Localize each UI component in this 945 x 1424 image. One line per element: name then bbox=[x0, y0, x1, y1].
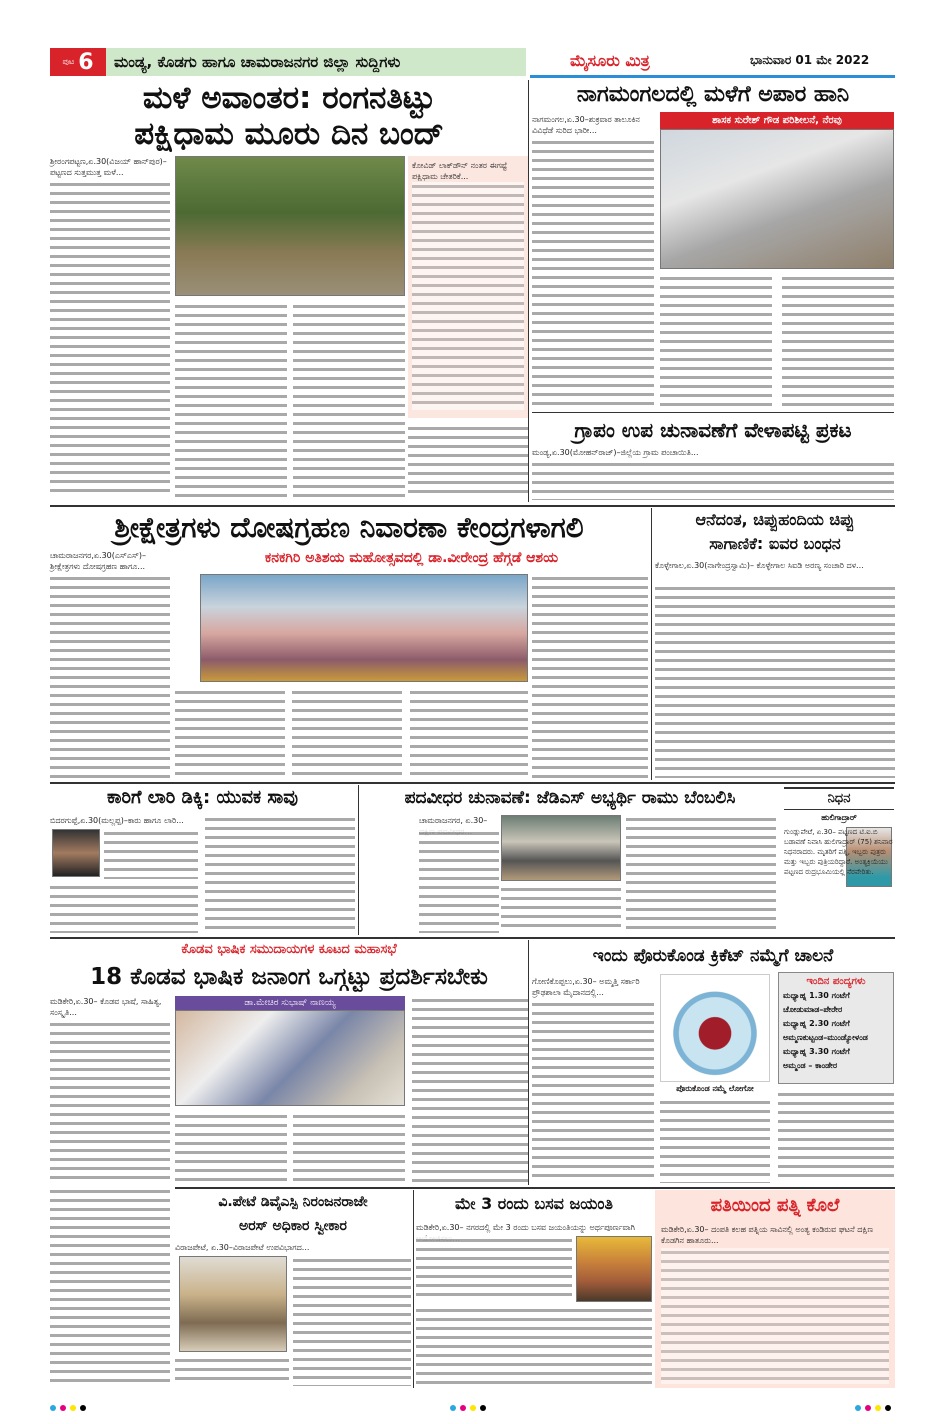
event-stage-photo bbox=[200, 574, 528, 682]
headline: ಶ್ರೀಕ್ಷೇತ್ರಗಳು ದೋಷಗ್ರಹಣ ನಿವಾರಣಾ ಕೇಂದ್ರಗಳಾಗಲಿ bbox=[114, 511, 584, 544]
photo-caption-bar bbox=[175, 996, 405, 1010]
headline: ಅರಸ್ ಅಧಿಕಾರ ಸ್ವೀಕಾರ bbox=[239, 1218, 347, 1234]
obituary-text: ಗುಂಡ್ಲುಪೇಟೆ, ಏ.30– ಪಟ್ಟಣದ ಟಿ.ಐ.ಬಿ ಬಡಾವಣೆ ನಿವಾಸಿ ಹುಲಿಗಾದ್ರಾರ್ (75) ಶನಿವಾರ ನಿಧನರಾದರು. ಮೃತರಿಗೆ ಪತ್ನಿ, ಇಬ್ಬರು ಪುತ್ರರು ಮತ್ತು ಇಬ್ಬರು ಪುತ್ರಿಯರಿದ್ದಾರೆ. ಅಂತ್ಯಕ್ರಿಯೆಯು ಪಟ್ಟಣದ ರುದ್ರಭೂಮಿಯಲ್ಲಿ ನೆರವೇರಿತು. bbox=[784, 828, 893, 876]
schedule-item: ಚೋಡುಮಾಡ–ಪೇರೇರ bbox=[783, 1005, 843, 1014]
newspaper-logo: ಮೈಸೂರು ಮಿತ್ರ bbox=[570, 51, 650, 70]
headline: ಪದವೀಧರ ಚುನಾವಣೆ: ಜೆಡಿಎಸ್ ಅಭ್ಯರ್ಥಿ ರಾಮು ಬೆಂಬಲಿಸಿ bbox=[404, 788, 736, 808]
divider bbox=[358, 785, 359, 935]
divider bbox=[528, 80, 529, 502]
divider bbox=[651, 508, 652, 780]
masthead bbox=[50, 48, 895, 78]
sidebar-lead: ಕೋವಿಡ್ ಲಾಕ್‌ಡೌನ್ ನಂತರ ಈಗಷ್ಟೆ ಪಕ್ಷಿಧಾಮ ಚೇತರಿಕೆ... bbox=[412, 161, 508, 181]
schedule-item: ಅಮ್ಮಣಕುಟ್ಟಂಡ–ಮುಂಡ್ಯೋಳಂಡ bbox=[783, 1033, 868, 1042]
body-text bbox=[293, 1256, 411, 1386]
body-text bbox=[419, 829, 499, 933]
headline: ಪಕ್ಷಿಧಾಮ ಮೂರು ದಿನ ಬಂದ್ bbox=[134, 116, 444, 152]
print-registration-marks bbox=[50, 1405, 86, 1411]
divider bbox=[50, 505, 895, 507]
story-ranganathittu bbox=[50, 80, 528, 502]
body-text bbox=[50, 1020, 170, 1183]
headline: ನಾಗಮಂಗಲದಲ್ಲಿ ಮಳೆಗೆ ಅಪಾರ ಹಾನಿ bbox=[576, 82, 850, 107]
section-title: ಮಂಡ್ಯ, ಕೊಡಗು ಹಾಗೂ ಚಾಮರಾಜನಗರ ಜಿಲ್ಲಾ ಸುದ್ದಿಗಳು bbox=[114, 53, 401, 71]
story-murder bbox=[655, 1190, 895, 1388]
body-text bbox=[50, 574, 170, 778]
story-lead: ಬಿದರಗುಪ್ಪೆ,ಏ.30(ಮಲ್ಲಪ್ಪ)–ಕಾರು ಹಾಗೂ ಲಾರಿ... bbox=[50, 815, 198, 826]
body-text bbox=[782, 274, 894, 406]
headline: ಮಳೆ ಅವಾಂತರ: ರಂಗನತಿಟ್ಟು bbox=[142, 80, 436, 116]
headline: ಸಾಗಾಣಿಕೆ: ಐವರ ಬಂಧನ bbox=[709, 534, 841, 553]
cricket-logo bbox=[660, 974, 770, 1082]
body-text bbox=[205, 815, 355, 933]
story-cricket bbox=[532, 940, 894, 1185]
story-srikshetra bbox=[50, 508, 648, 780]
body-text bbox=[50, 883, 198, 933]
body-text bbox=[501, 885, 621, 933]
victim-photo bbox=[52, 829, 100, 877]
print-registration-marks bbox=[450, 1405, 486, 1411]
fallen-tree-photo bbox=[175, 156, 405, 296]
lamp-lighting-photo bbox=[501, 815, 621, 881]
story-jds-candidate bbox=[361, 785, 779, 935]
divider bbox=[175, 1187, 895, 1189]
divider bbox=[528, 940, 529, 1185]
print-registration-marks bbox=[855, 1405, 891, 1411]
body-text bbox=[175, 1356, 289, 1386]
page-number: 6 bbox=[78, 49, 94, 75]
divider bbox=[413, 1190, 414, 1388]
divider bbox=[784, 787, 894, 789]
story-dysp bbox=[175, 1190, 411, 1388]
headline: 18 ಕೊಡವ ಭಾಷಿಕ ಜನಾಂಗ ಒಗ್ಗಟ್ಟು ಪ್ರದರ್ಶಿಸಬೇಕು bbox=[90, 964, 488, 990]
story-kodava bbox=[50, 940, 528, 1185]
headline: ಆನೆದಂತ, ಚಿಪ್ಪುಹಂದಿಯ ಚಿಪ್ಪು bbox=[695, 510, 855, 529]
body-text bbox=[410, 688, 528, 778]
story-lead: ಚಾಮರಾಜನಗರ, ಏ.30– bbox=[419, 815, 499, 826]
body-text bbox=[412, 182, 524, 410]
schedule-item: ಮಧ್ಯಾಹ್ನ 1.30 ಗಂಟೆಗೆ bbox=[783, 991, 850, 1000]
story-lead: ಮಡಿಕೇರಿ,ಏ.30– ದಂಪತಿ ಕಲಹ ಪತ್ನಿಯ ಸಾವಿನಲ್ಲಿ ಅಂತ್ಯ ಕಂಡಿರುವ ಘಟನೆ ದಕ್ಷಿಣ ಕೊಡಗಿನ ಹಾತೂರು... bbox=[661, 1225, 874, 1245]
story-nagamangala bbox=[532, 80, 894, 410]
body-text bbox=[532, 574, 648, 778]
headline: ಇಂದು ಪೊರುಕೊಂಡ ಕ್ರಿಕೆಟ್ ನಮ್ಮೆಗೆ ಚಾಲನೆ bbox=[592, 946, 834, 966]
collapsed-house-photo bbox=[660, 129, 894, 269]
body-text bbox=[408, 424, 528, 498]
story-lead: ಮಂಡ್ಯ,ಏ.30(ಮೋಹನ್‌ರಾಜ್)–ಜಿಲ್ಲೆಯ ಗ್ರಾಮ ಪಂಚಾಯಿತಿ... bbox=[532, 447, 894, 458]
sidebar-box bbox=[408, 156, 528, 418]
schedule-item: ಅಮ್ಮಂಡ – ಕಾಂಡೇರ bbox=[783, 1061, 838, 1070]
story-basava-jayanti bbox=[416, 1190, 652, 1388]
story-lead: ಕೊಳ್ಳೇಗಾಲ,ಏ.30(ನಾಗೇಂದ್ರಸ್ವಾಮಿ)– ಕೊಳ್ಳೇಗಾಲ ಸಿಐಡಿ ಅರಣ್ಯ ಸಂಚಾರಿ ದಳ... bbox=[655, 560, 895, 582]
masthead-rule bbox=[530, 75, 895, 78]
basavanna-portrait bbox=[576, 1236, 652, 1302]
body-text bbox=[532, 138, 654, 406]
story-lead: ಚಾಮರಾಜನಗರ,ಏ.30(ಎಸ್‌ಎಸ್)– ಶ್ರೀಕ್ಷೇತ್ರಗಳು ದೋಷಗ್ರಹಣ ಹಾಗೂ... bbox=[50, 550, 170, 572]
story-elephant-ivory bbox=[655, 508, 895, 780]
divider bbox=[50, 937, 895, 939]
body-text bbox=[778, 1090, 894, 1183]
photo-caption: ಡಾ.ಮೇಚಿರ ಸುಭಾಷ್ ನಾಣಯ್ಯ bbox=[244, 998, 336, 1008]
headline: ಮೇ 3 ರಂದು ಬಸವ ಜಯಂತಿ bbox=[455, 1194, 613, 1213]
body-text bbox=[175, 1112, 287, 1183]
section-bar bbox=[106, 48, 526, 76]
issue-date: ಭಾನುವಾರ 01 ಮೇ 2022 bbox=[750, 53, 870, 67]
body-text bbox=[660, 1098, 770, 1183]
subhead-bar bbox=[660, 112, 894, 129]
body-text bbox=[50, 180, 170, 498]
body-text bbox=[292, 688, 402, 778]
body-text bbox=[660, 274, 772, 406]
story-lead: ಮಡಿಕೇರಿ,ಏ.30– ಕೊಡವ ಭಾಷೆ, ಸಾಹಿತ್ಯ, ಸಂಸ್ಕೃತಿ... bbox=[50, 996, 170, 1018]
story-grampanchayat bbox=[532, 415, 894, 503]
meeting-photo bbox=[175, 1010, 405, 1106]
story-lead: ನಾಗಮಂಗಲ,ಏ.30–ಶುಕ್ರವಾರ ತಾಲೂಕಿನ ವಿವಿಧೆಡೆ ಸುರಿದ ಭಾರೀ... bbox=[532, 114, 654, 136]
headline: ವಿ.ಪೇಟೆ ಡಿವೈಎಸ್ಪಿ ನಿರಂಜನರಾಜೇ bbox=[218, 1194, 368, 1210]
body-text bbox=[175, 302, 287, 498]
page-number-badge bbox=[50, 48, 106, 76]
schedule-item: ಮಧ್ಯಾಹ್ನ 3.30 ಗಂಟೆಗೆ bbox=[783, 1047, 850, 1056]
body-text bbox=[412, 996, 528, 1183]
obituary bbox=[784, 785, 894, 935]
schedule-item: ಮಧ್ಯಾಹ್ನ 2.30 ಗಂಟೆಗೆ bbox=[783, 1019, 850, 1028]
body-text bbox=[50, 1187, 170, 1387]
story-lead: ಗೋಣಿಕೊಪ್ಪಲು,ಏ.30– ಅಮ್ಮತ್ತಿ ಸರ್ಕಾರಿ ಪ್ರೌಢಶಾಲಾ ಮೈದಾನದಲ್ಲಿ... bbox=[532, 976, 654, 998]
body-text bbox=[655, 584, 895, 778]
obituary-title: ನಿಧನ bbox=[827, 791, 851, 806]
kicker: ಕೊಡವ ಭಾಷಿಕ ಸಮುದಾಯಗಳ ಕೂಟದ ಮಹಾಸಭೆ bbox=[181, 942, 397, 957]
body-text bbox=[175, 688, 285, 778]
page-label: ಪುಟ bbox=[62, 57, 75, 66]
schedule-box bbox=[778, 972, 894, 1084]
schedule-title: ಇಂದಿನ ಪಂದ್ಯಗಳು bbox=[806, 976, 866, 987]
body-text bbox=[293, 1112, 405, 1183]
headline: ಕಾರಿಗೆ ಲಾರಿ ಡಿಕ್ಕಿ: ಯುವಕ ಸಾವು bbox=[107, 787, 298, 808]
divider bbox=[784, 809, 894, 810]
deceased-name: ಹುಲಿಗಾದ್ರಾರ್ bbox=[821, 813, 857, 822]
body-text bbox=[661, 1248, 889, 1384]
body-text bbox=[416, 1306, 652, 1386]
subhead: ಕನಕಗಿರಿ ಅತಿಶಯ ಮಹೋತ್ಸವದಲ್ಲಿ ಡಾ.ವೀರೇಂದ್ರ ಹೆಗ್ಗಡೆ ಆಶಯ bbox=[264, 550, 559, 566]
story-lead: ಶ್ರೀರಂಗಪಟ್ಟಣ,ಏ.30(ವಿಜಯ್ ಹಾನ್‌ಪುರ)– ಪಟ್ಟಣದ ಸುತ್ತಮುತ್ತ ಮಳೆ... bbox=[50, 156, 170, 178]
body-text bbox=[532, 1000, 654, 1183]
story-lorry-accident bbox=[50, 785, 355, 935]
body-text bbox=[532, 460, 894, 500]
body-text bbox=[104, 829, 198, 879]
officer-photo bbox=[179, 1256, 287, 1352]
headline: ಪತಿಯಿಂದ ಪತ್ನಿ ಕೊಲೆ bbox=[710, 1195, 840, 1216]
divider bbox=[532, 412, 894, 413]
body-text bbox=[293, 302, 405, 498]
divider bbox=[50, 782, 895, 784]
body-text bbox=[626, 815, 776, 933]
headline: ಗ್ರಾಪಂ ಉಪ ಚುನಾವಣೆಗೆ ವೇಳಾಪಟ್ಟಿ ಪ್ರಕಟ bbox=[574, 418, 852, 442]
subhead: ಶಾಸಕ ಸುರೇಶ್ ಗೌಡ ಪರಿಶೀಲನೆ, ನೆರವು bbox=[712, 115, 842, 126]
logo-caption: ಪೊರುಕೊಂಡ ನಮ್ಮೆ ಲೋಗೋ bbox=[676, 1084, 754, 1093]
body-text bbox=[416, 1236, 572, 1302]
story-lead: ಮಡಿಕೇರಿ,ಏ.30– ನಗರದಲ್ಲಿ ಮೇ 3 ರಂದು ಬಸವ ಜಯಂತಿಯನ್ನು ಅರ್ಥಪೂರ್ಣವಾಗಿ bbox=[416, 1222, 652, 1233]
story-lead: ವಿರಾಜಪೇಟೆ, ಏ.30–ವಿರಾಜಪೇಟೆ ಉಪವಿಭಾಗದ... bbox=[175, 1242, 411, 1253]
